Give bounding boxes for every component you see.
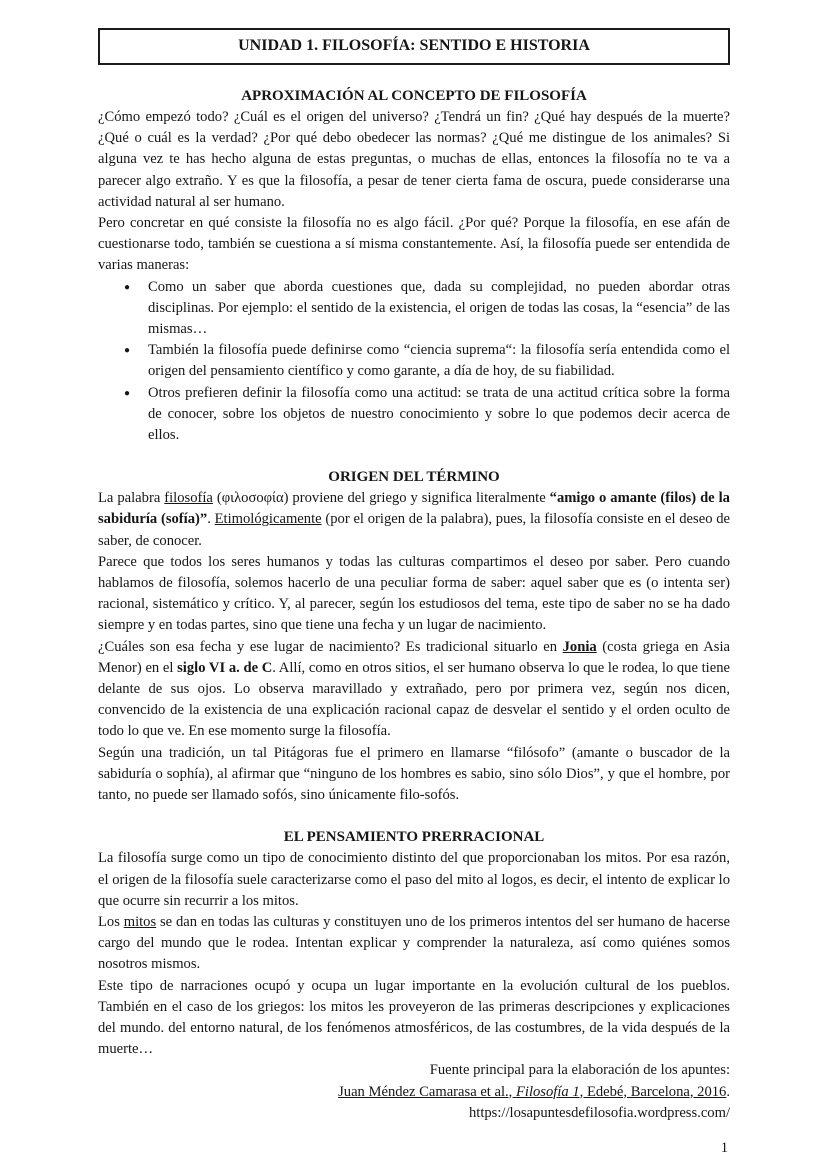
text-run: . [207,511,215,528]
paragraph-mitos-culturas [98,912,730,976]
emphasized-text: mitos [123,913,157,930]
bullet-item [98,383,730,447]
text-run: ¿Cuáles son esa fecha y ese lugar de nacimiento? Es tradicional situarlo en [98,638,563,655]
bullet-item [98,340,730,382]
paragraph-pitagoras [98,743,730,807]
bullet-item [98,277,730,341]
emphasized-text: “amigo o amante (filos) de la sabiduría (sofía)” [98,490,730,528]
text-run: https://losapuntesdefilosofia.wordpress.com/ [468,1104,730,1121]
text-run: (por el origen de la palabra), pues, la filosofía consiste en el deseo de saber, de conocer. [98,511,731,549]
emphasized-text: siglo VI a. de C [177,659,273,676]
section-heading-origen: ORIGEN DEL TÉRMINO [328,469,500,486]
bullet-text [148,385,730,443]
paragraph-jonia [98,637,730,743]
paragraph-etimologia [98,488,730,552]
unit-title-box [98,28,730,65]
text-run: Pero concretar en qué consiste la filosofía no es algo fácil. ¿Por qué? Porque la filosofía, en ese afán de cuestionarse todo, también se cuestiona a sí misma constantemente. Así, la filosofía puede ser entendida de varias maneras: [98,215,730,274]
definitions-bullet-list [98,277,730,447]
footer-source-url [98,1103,730,1124]
text-run: se dan en todas las culturas y constituyen uno de los primeros intentos del ser humano de hacerse cargo del mundo que le rodea. Intentan explicar y comprender la naturaleza, así como quiénes somos nosotros mismos. [98,913,730,973]
text-run: ¿Cómo empezó todo? ¿Cuál es el origen del universo? ¿Tendrá un fin? ¿Qué hay después de la muerte? ¿Qué o cuál es la verdad? ¿Por qué debo obedecer las normas? ¿Qué me distingue de los animales? Si alguna vez te has hecho alguna de estas preguntas, o muchas de ellas, entonces la filosofía no te va a parecer algo extraño. Y es que la filosofía, a pesar de tener cierta fama de oscura, puede considerarse una actividad natural al ser humano. [98,109,730,210]
section-heading-prerracional: EL PENSAMIENTO PRERRACIONAL [283,829,545,846]
bullet-icon: ● [124,345,131,357]
text-run: Como un saber que aborda cuestiones que, dada su complejidad, no pueden abordar otras disciplinas. Por ejemplo: el sentido de la existencia, el origen de todas las cosas, la “esencia” de las mismas… [148,278,730,338]
paragraph-narraciones [98,976,730,1061]
text-run: La filosofía surge como un tipo de conocimiento distinto del que proporcionaban los mitos. Por esa razón, el origen de la filosofía suele caracterizarse como el paso del mito al logos, es decir, el intento de explicar lo que ocurre sin recurrir a los mitos. [98,850,730,909]
paragraph-deseo-saber [98,552,730,637]
text-run: La palabra [98,490,165,507]
text-run: También la filosofía puede definirse como “ciencia suprema“: la filosofía sería entendida como el origen del pensamiento científico y como garante, a día de hoy, de su fiabilidad. [148,342,730,380]
paragraph-intro-questions [98,107,730,213]
bullet-icon: ● [124,387,131,399]
bullet-text [148,342,730,379]
emphasized-text: Jonia [562,638,597,655]
text-run: Según una tradición, un tal Pitágoras fue el primero en llamarse “filósofo” (amante o buscador de la sabiduría o sophía), al afirmar que “ninguno de los hombres es sabio, sino sólo Dios”, y que el hombre, por tanto, no puede ser llamado sofós, sino únicamente filo-sofós. [98,744,730,804]
text-run: (costa griega en Asia Menor) en el [98,638,730,676]
paragraph-concretar [98,213,730,277]
section-heading-aproximacion: APROXIMACIÓN AL CONCEPTO DE FILOSOFÍA [241,88,587,104]
footer-source-citation [98,1082,730,1103]
text-run: Parece que todos los seres humanos y todas las culturas compartimos el deseo por saber. Pero cuando hablamos de filosofía, solemos hacerlo de una peculiar forma de saber: aquel saber que es (o intenta ser) racional, sistemático y crítico. Y, al parecer, según los estudiosos del tema, este tipo de saber no se ha dado siempre y en todas partes, sino que tiene una fecha y un lugar de nacimiento. [98,553,730,634]
text-run: Fuente principal para la elaboración de los apuntes: [429,1062,730,1079]
text-run: Los [98,913,124,930]
footer-source-label [98,1060,730,1081]
text-run: (φιλοσοφία) proviene del griego y significa literalmente [212,490,550,507]
text-run: . [726,1083,730,1100]
emphasized-text: , Edebé, Barcelona, 2016 [579,1083,727,1100]
bullet-icon: ● [124,281,131,293]
emphasized-text: Juan Méndez Camarasa et al., [338,1083,516,1100]
emphasized-text: filosofía [164,490,213,507]
bullet-text [148,279,730,337]
document-body [98,86,730,1124]
text-run: Este tipo de narraciones ocupó y ocupa un lugar importante en la evolución cultural de los pueblos. También en el caso de los griegos: los mitos les proveyeron de las primeras descripciones y explicaciones del mundo. del entorno natural, de los fenómenos atmosféricos, de las costumbres, de la vida después de la muerte… [98,977,730,1058]
page-number: 1 [720,1140,728,1156]
emphasized-text: Filosofía 1 [515,1083,580,1100]
paragraph-mito-logos [98,848,730,912]
text-run: . Allí, como en otros sitios, el ser humano observa lo que le rodea, lo que tiene delante de sus ojos. Lo observa maravillado y extrañado, pero por primera vez, según nos dicen, convencido de la existencia de una explicación racional capaz de desvelar el sentido y el orden oculto de todo lo que ve. En ese momento surge la filosofía. [98,659,730,740]
text-run: Otros prefieren definir la filosofía como una actitud: se trata de una actitud crítica sobre la forma de conocer, sobre los objetos de nuestro conocimiento y sobre lo que podemos decir acerca de ellos. [148,384,730,444]
emphasized-text: Etimológicamente [214,511,322,528]
unit-title: UNIDAD 1. FILOSOFÍA: SENTIDO E HISTORIA [238,37,590,54]
